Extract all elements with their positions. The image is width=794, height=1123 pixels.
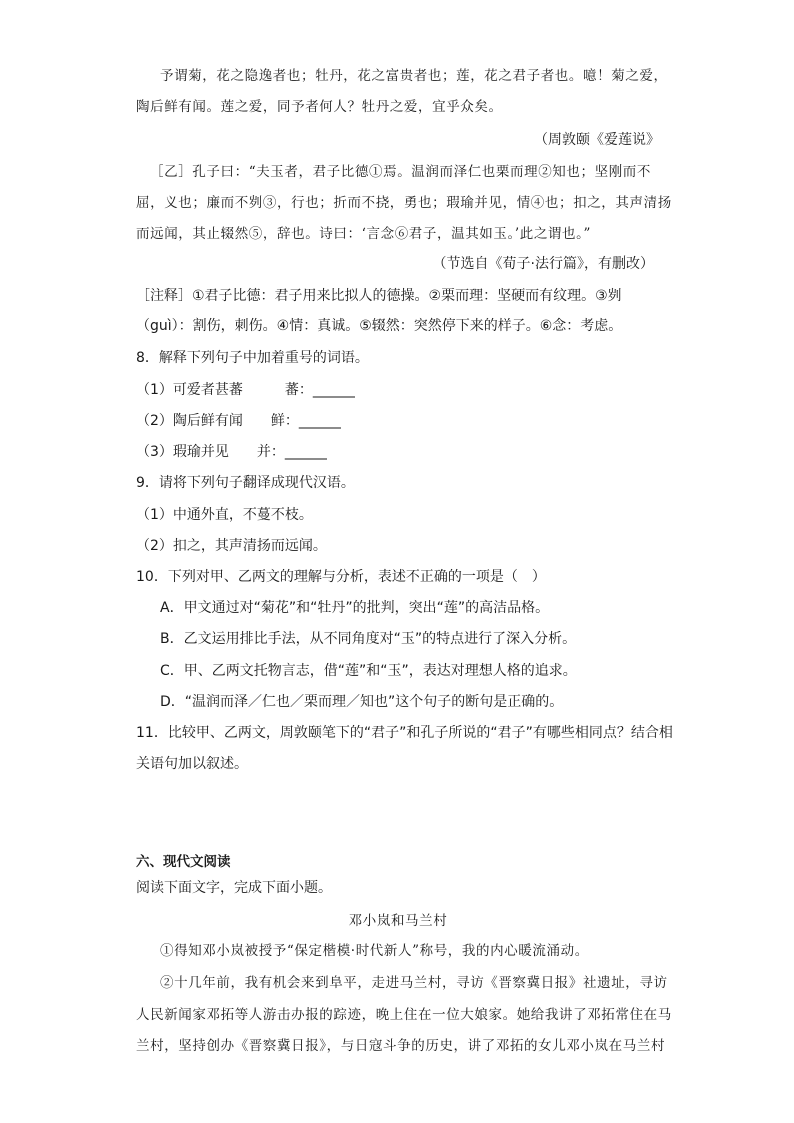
q8-stem: 8．解释下列句子中加着重号的词语。 bbox=[136, 350, 369, 366]
article-title: 邓小岚和马兰村 bbox=[348, 913, 448, 929]
yi-source: （节选自《荀子·法行篇》，有删改） bbox=[432, 256, 654, 272]
q9-item-2: （2）扣之，其声清扬而远闻。 bbox=[136, 538, 327, 554]
q11-line-2: 关语句加以叙述。 bbox=[136, 756, 248, 772]
q10-option-c: C．甲、乙两文托物言志，借“莲”和“玉”，表达对理想人格的追求。 bbox=[160, 663, 577, 679]
q11-line-1: 11．比较甲、乙两文，周敦颐笔下的“君子”和孔子所说的“君子”有哪些相同点？结合相 bbox=[136, 725, 673, 741]
jia-text-line-2: 陶后鲜有闻。莲之爱，同予者何人？牡丹之爱，宜乎众矣。 bbox=[136, 99, 503, 115]
article-paragraph-1: ①得知邓小岚被授予“保定楷模·时代新人”称号，我的内心暖流涌动。 bbox=[160, 943, 589, 959]
q8-item-3: （3）瑕瑜并见 并：______ bbox=[136, 444, 327, 460]
section-instruction: 阅读下面文字，完成下面小题。 bbox=[136, 880, 332, 896]
article-paragraph-2-line-1: ②十几年前，我有机会来到阜平，走进马兰村，寻访《晋察冀日报》社遗址，寻访 bbox=[160, 975, 668, 991]
article-paragraph-2-line-2: 人民新闻家邓拓等人游击办报的踪迹，晚上住在一位大娘家。她给我讲了邓拓常住在马 bbox=[136, 1007, 672, 1023]
yi-text-line-1: ［乙］孔子曰：“夫玉者，君子比德①焉。温润而泽仁也栗而理②知也；坚刚而不 bbox=[150, 164, 652, 180]
q10-stem: 10．下列对甲、乙两文的理解与分析，表述不正确的一项是（ ） bbox=[136, 569, 546, 585]
section-heading: 六、现代文阅读 bbox=[136, 854, 231, 870]
notes-line-1: ［注释］①君子比德：君子用来比拟人的德操。②栗而理：坚硬而有纹理。③刿 bbox=[136, 288, 622, 304]
jia-text-line-1: 予谓菊，花之隐逸者也；牡丹，花之富贵者也；莲，花之君子者也。噫！菊之爱， bbox=[160, 68, 668, 84]
q10-option-d: D．“温润而泽／仁也／栗而理／知也”这个句子的断句是正确的。 bbox=[160, 694, 564, 710]
q10-option-b: B．乙文运用排比手法，从不同角度对“玉”的特点进行了深入分析。 bbox=[160, 631, 577, 647]
q8-item-2: （2）陶后鲜有闻 鲜：______ bbox=[136, 413, 341, 429]
q9-stem: 9．请将下列句子翻译成现代汉语。 bbox=[136, 475, 355, 491]
q8-item-1: （1）可爱者甚蕃 蕃：______ bbox=[136, 382, 355, 398]
article-paragraph-2-line-3: 兰村，坚持创办《晋察冀日报》，与日寇斗争的历史，讲了邓拓的女儿邓小岚在马兰村 bbox=[136, 1038, 666, 1054]
jia-source: （周敦颐《爱莲说》 bbox=[534, 132, 660, 148]
yi-text-line-2: 屈，义也；廉而不刿③，行也；折而不挠，勇也；瑕瑜并见，情④也；扣之，其声清扬 bbox=[136, 195, 672, 211]
q10-option-a: A．甲文通过对“菊花”和“牡丹”的批判，突出“莲”的高洁品格。 bbox=[160, 600, 550, 616]
notes-line-2: （guì）：割伤，刺伤。④情：真诚。⑤辍然：突然停下来的样子。⑥念：考虑。 bbox=[136, 318, 623, 334]
q9-item-1: （1）中通外直，不蔓不枝。 bbox=[136, 507, 313, 523]
yi-text-line-3: 而远闻，其止辍然⑤，辞也。诗曰：‘言念⑥君子，温其如玉。’此之谓也。” bbox=[136, 226, 591, 242]
